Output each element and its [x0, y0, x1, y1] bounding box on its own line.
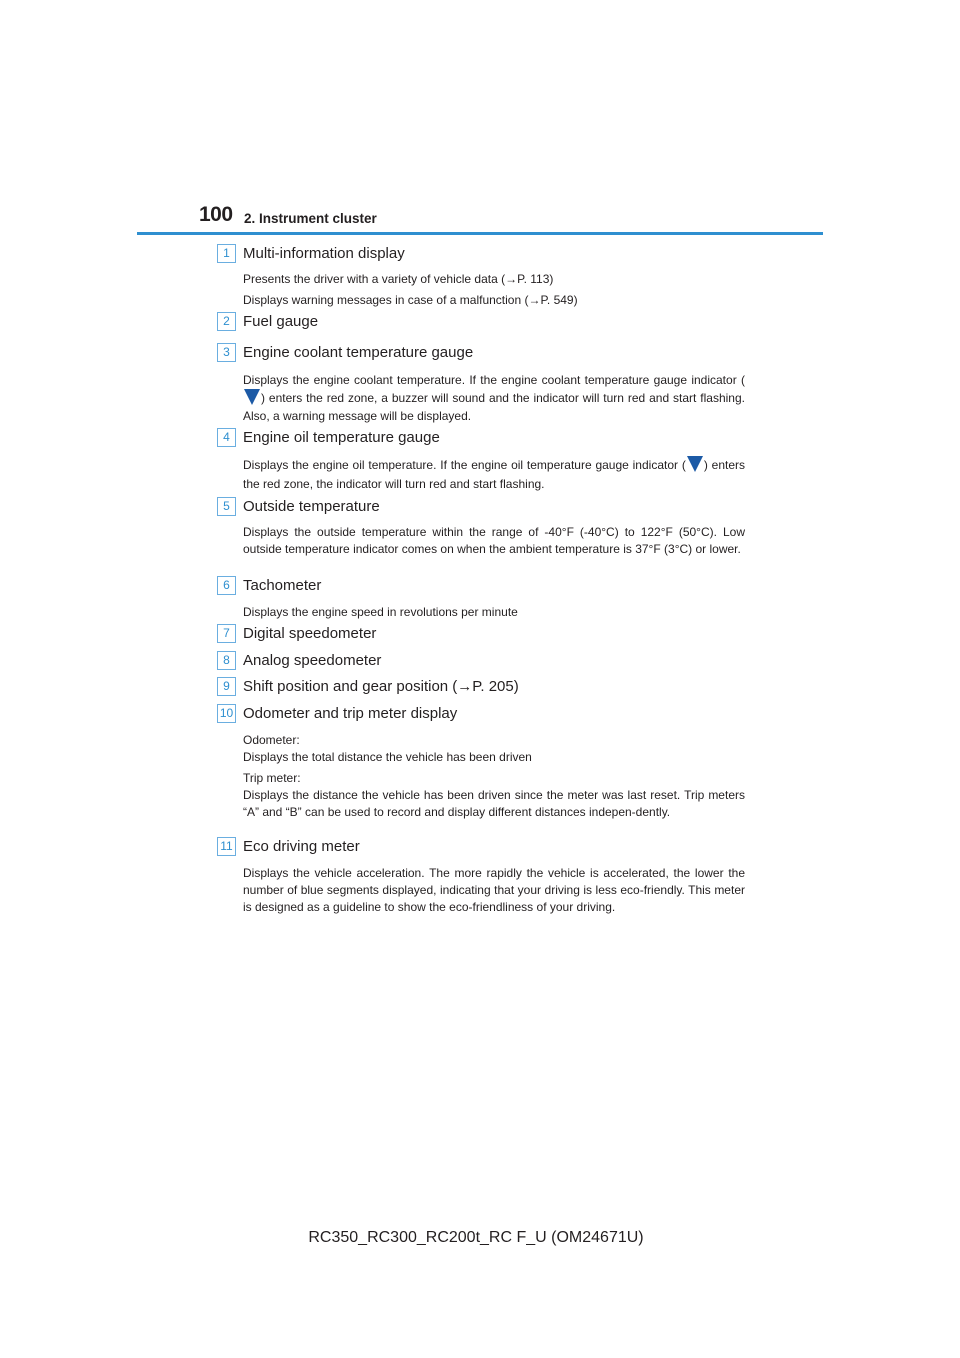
item-title: Outside temperature — [243, 498, 380, 515]
item-number-badge: 10 — [217, 704, 236, 723]
item-description: Displays the outside temperature within the range of -40°F (-40°C) to 122°F (50°C). Low outside temperature indicator comes on when the ambient temperature is 37°F (3°C) or lower. — [243, 525, 745, 556]
odometer-label: Odometer: — [243, 733, 300, 747]
description-line: Presents the driver with a variety of vehicle data (→P. 113) — [243, 272, 554, 286]
item-description: Displays the engine speed in revolutions per minute — [243, 605, 518, 619]
page-number: 100 — [199, 203, 233, 226]
section-title: 2. Instrument cluster — [244, 211, 377, 226]
odometer-description: Displays the total distance the vehicle has been driven — [243, 750, 532, 764]
item-description — [243, 271, 745, 309]
description-text: ) enters the red zone, a buzzer will sound and the indicator will turn red and start flashing. Also, a warning message will be displayed. — [243, 391, 745, 423]
item-number-badge: 9 — [217, 677, 236, 696]
item-description — [243, 371, 745, 425]
trip-meter-description: Displays the distance the vehicle has been driven since the meter was last reset. Trip meters “A” and “B” can be used to record and display different distances indepen-dently. — [243, 788, 745, 819]
item-title: Fuel gauge — [243, 313, 319, 330]
item-title: Shift position and gear position (→P. 205) — [243, 678, 519, 695]
description-text: Displays the engine oil temperature. If the engine oil temperature gauge indicator ( — [243, 458, 686, 472]
item-number-badge: 1 — [217, 244, 236, 263]
item-description: Displays the vehicle acceleration. The more rapidly the vehicle is accelerated, the lower the number of blue segments displayed, indicating that your driving is less eco-friendly. This meter is designed as a guideline to show the eco-friendliness of your driving. — [243, 866, 745, 914]
oil-temperature-indicator-icon — [687, 456, 703, 472]
description-line: Displays warning messages in case of a malfunction (→P. 549) — [243, 293, 578, 307]
item-number-badge: 2 — [217, 312, 236, 331]
item-number-badge: 6 — [217, 576, 236, 595]
item-title: Analog speedometer — [243, 652, 382, 669]
trip-meter-label: Trip meter: — [243, 771, 301, 785]
item-title: Odometer and trip meter display — [243, 705, 458, 722]
item-title: Tachometer — [243, 577, 322, 594]
item-number-badge: 7 — [217, 624, 236, 643]
model-code: RC350_RC300_RC200t_RC F_U (OM24671U) — [308, 1229, 644, 1246]
temperature-indicator-icon — [244, 389, 260, 405]
header-divider — [137, 232, 823, 235]
item-title: Multi-information display — [243, 245, 405, 262]
item-title: Engine oil temperature gauge — [243, 429, 440, 446]
item-title: Eco driving meter — [243, 838, 360, 855]
description-text: Displays the engine coolant temperature. If the engine coolant temperature gauge indicator ( — [243, 373, 745, 387]
item-description — [243, 456, 745, 494]
item-number-badge: 5 — [217, 497, 236, 516]
item-title: Engine coolant temperature gauge — [243, 344, 474, 361]
item-number-badge: 8 — [217, 651, 236, 670]
item-number-badge: 4 — [217, 428, 236, 447]
page-header — [0, 0, 960, 240]
item-title: Digital speedometer — [243, 625, 377, 642]
item-number-badge: 11 — [217, 837, 236, 856]
description-text: ) enters the red zone, the indicator will turn red and start flashing. — [243, 458, 746, 491]
item-description — [243, 732, 745, 821]
page-footer — [0, 1229, 960, 1247]
item-number-badge: 3 — [217, 343, 236, 362]
